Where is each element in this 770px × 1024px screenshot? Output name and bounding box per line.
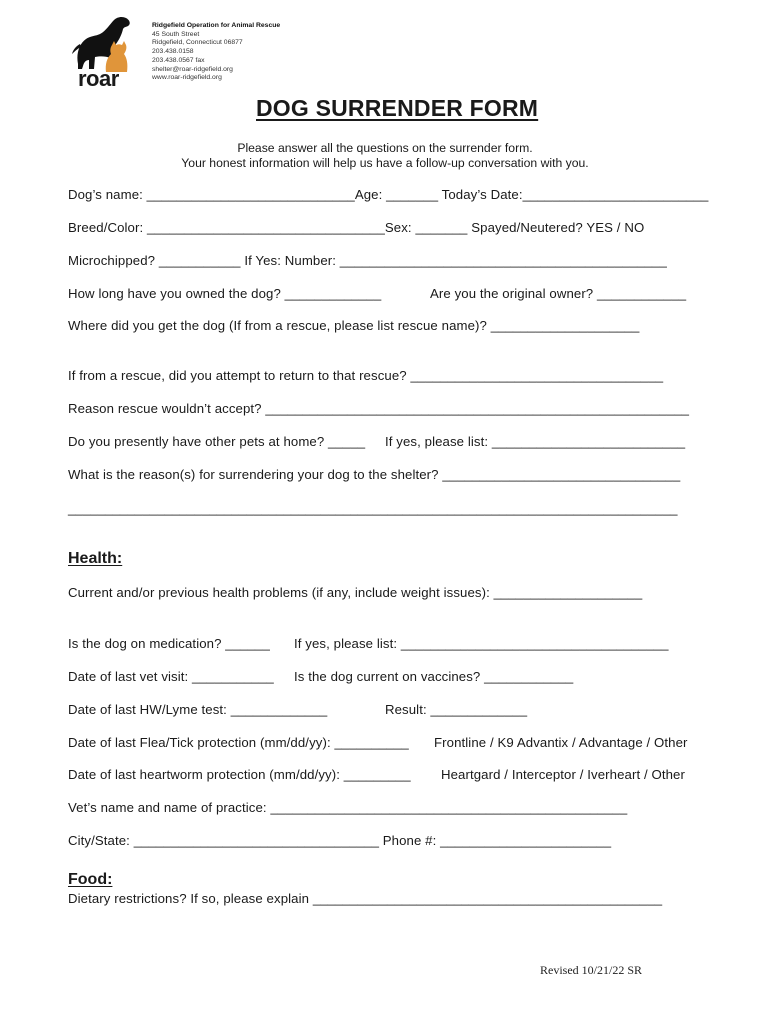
logo-wordmark: roar (78, 66, 119, 91)
last-vet-visit-field[interactable]: Date of last vet visit: ___________ (68, 669, 274, 684)
heartworm-options[interactable]: Heartgard / Interceptor / Iverheart / Other (441, 767, 685, 782)
flea-tick-options[interactable]: Frontline / K9 Advantix / Advantage / Other (434, 735, 688, 750)
reason-rescue-field[interactable]: Reason rescue wouldn’t accept? _________________________________________________________ (68, 401, 690, 416)
org-phone: 203.438.0158 (152, 48, 194, 56)
dog-name-field[interactable]: Dog’s name: ____________________________Age: _______ Today’s Date:_________________________ (68, 187, 709, 202)
dietary-restrictions-field[interactable]: Dietary restrictions? If so, please explain _______________________________________________ (68, 891, 663, 906)
where-get-dog-field[interactable]: Where did you get the dog (If from a rescue, please list rescue name)? ____________________ (68, 318, 640, 333)
org-city: Ridgefield, Connecticut 06877 (152, 39, 243, 47)
roar-logo (70, 14, 136, 92)
breed-color-field[interactable]: Breed/Color: ________________________________Sex: _______ Spayed/Neutered? YES / NO (68, 220, 645, 235)
rescue-return-field[interactable]: If from a rescue, did you attempt to return to that rescue? __________________________________ (68, 368, 664, 383)
flea-tick-field[interactable]: Date of last Flea/Tick protection (mm/dd/yy): __________ (68, 735, 409, 750)
surrender-reason-field[interactable]: What is the reason(s) for surrendering your dog to the shelter? ________________________________ (68, 467, 681, 482)
original-owner-field[interactable]: Are you the original owner? ____________ (430, 286, 687, 301)
heartworm-field[interactable]: Date of last heartworm protection (mm/dd/yy): _________ (68, 767, 411, 782)
health-problems-field[interactable]: Current and/or previous health problems (if any, include weight issues): ____________________ (68, 585, 643, 600)
other-pets-field[interactable]: Do you presently have other pets at home? _____ (68, 434, 366, 449)
intro-line-2: Your honest information will help us have a follow-up conversation with you. (181, 156, 589, 170)
org-email[interactable]: shelter@roar-ridgefield.org (152, 65, 233, 73)
org-fax: 203.438.0567 fax (152, 56, 205, 64)
intro-line-1: Please answer all the questions on the surrender form. (237, 141, 533, 155)
medication-field[interactable]: Is the dog on medication? ______ (68, 636, 270, 651)
hw-lyme-test-field[interactable]: Date of last HW/Lyme test: _____________ (68, 702, 328, 717)
surrender-reason-line-2[interactable]: __________________________________________________________________________________ (68, 501, 678, 516)
owned-duration-field[interactable]: How long have you owned the dog? _____________ (68, 286, 382, 301)
microchipped-field[interactable]: Microchipped? ___________ If Yes: Number: ____________________________________________ (68, 253, 667, 268)
org-street: 45 South Street (152, 30, 200, 38)
vaccines-field[interactable]: Is the dog current on vaccines? ____________ (294, 669, 574, 684)
hw-result-field[interactable]: Result: _____________ (385, 702, 528, 717)
org-address-block (152, 22, 280, 83)
other-pets-list-field[interactable]: If yes, please list: __________________________ (385, 434, 686, 449)
vet-name-field[interactable]: Vet’s name and name of practice: ________________________________________________ (68, 800, 628, 815)
form-title: DOG SURRENDER FORM (256, 95, 539, 121)
medication-list-field[interactable]: If yes, please list: ____________________________________ (294, 636, 669, 651)
food-heading: Food: (68, 871, 113, 888)
revision-note: Revised 10/21/22 SR (540, 963, 643, 977)
health-heading: Health: (68, 550, 123, 567)
city-state-phone-field[interactable]: City/State: _________________________________ Phone #: _______________________ (68, 833, 612, 848)
org-name: Ridgefield Operation for Animal Rescue (152, 22, 281, 29)
org-website[interactable]: www.roar-ridgefield.org (152, 74, 222, 82)
dog-cat-logo-icon (70, 14, 136, 74)
